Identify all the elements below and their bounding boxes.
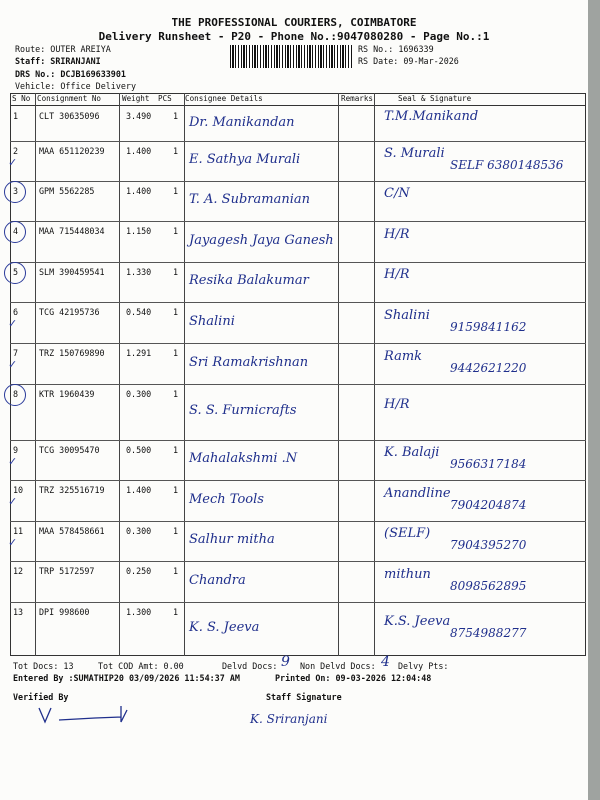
consignment-number: MAA 715448034 [39, 226, 105, 236]
non-delivered-docs-count: 4 [381, 654, 390, 670]
row-pieces: 1 [173, 485, 179, 495]
row-serial-number: 2 [13, 146, 19, 156]
receiver-phone-note: 9159841162 [450, 320, 527, 334]
consignee-name: E. Sathya Murali [189, 152, 301, 167]
col-divider [374, 93, 375, 656]
staff-signature-label: Staff Signature [266, 692, 342, 702]
row-weight: 1.330 [126, 267, 152, 277]
consignee-name: Mahalakshmi .N [189, 451, 298, 466]
consignment-number: DPI 998600 [39, 607, 90, 617]
row-divider [10, 440, 586, 441]
col-consignee: Consignee Details [185, 94, 263, 103]
receiver-phone-note: 9442621220 [450, 361, 527, 375]
row-divider [10, 302, 586, 303]
row-serial-number: 13 [13, 607, 24, 617]
row-weight: 1.300 [126, 607, 152, 617]
consignment-number: SLM 390459541 [39, 267, 105, 277]
row-divider [10, 480, 586, 481]
row-pieces: 1 [173, 348, 179, 358]
receiver-signature: Ramk [384, 349, 423, 364]
printed-on: Printed On: 09-03-2026 12:04:48 [275, 673, 432, 683]
receiver-phone-note: 8754988277 [450, 626, 527, 640]
consignee-name: K. S. Jeeva [189, 620, 260, 635]
row-pieces: 1 [173, 607, 179, 617]
col-remarks: Remarks [341, 94, 374, 103]
delivery-points-label: Delvy Pts: [398, 661, 449, 671]
consignment-number: CLT 30635096 [39, 111, 100, 121]
row-pieces: 1 [173, 307, 179, 317]
row-serial-number: 7 [13, 348, 19, 358]
consignee-name: T. A. Subramanian [189, 192, 310, 207]
row-serial-number: 4 [13, 226, 19, 236]
row-divider [10, 384, 586, 385]
receiver-signature: H/R [384, 267, 410, 282]
row-pieces: 1 [173, 526, 179, 536]
receiver-signature: H/R [384, 397, 410, 412]
runsheet-title: Delivery Runsheet - P20 - Phone No.:9047080280 - Page No.:1 [98, 30, 490, 43]
entered-by: Entered By :SUMATHIP20 03/09/2026 11:54:37 AM [13, 673, 240, 683]
row-divider [10, 521, 586, 522]
row-weight: 3.490 [126, 111, 152, 121]
col-sno: S No [12, 94, 31, 103]
consignment-number: KTR 1960439 [39, 389, 95, 399]
row-serial-number: 10 [13, 485, 24, 495]
row-pieces: 1 [173, 267, 179, 277]
col-divider [119, 93, 120, 656]
consignment-number: MAA 578458661 [39, 526, 105, 536]
row-serial-number: 8 [13, 389, 19, 399]
company-name: THE PROFESSIONAL COURIERS, COIMBATORE [171, 16, 417, 29]
circle-mark-icon [4, 181, 26, 203]
consignee-name: Jayagesh Jaya Ganesh [189, 233, 334, 248]
check-mark-icon: ✓ [8, 495, 18, 508]
circle-mark-icon [4, 384, 26, 406]
row-divider [10, 262, 586, 263]
receiver-phone-note: SELF 6380148536 [450, 158, 564, 172]
receiver-signature: S. Murali [384, 146, 445, 161]
consignment-number: TCG 42195736 [39, 307, 100, 317]
row-divider [10, 181, 586, 182]
consignment-number: TRZ 150769890 [39, 348, 105, 358]
receiver-signature: K.S. Jeeva [384, 614, 451, 629]
row-weight: 1.400 [126, 146, 152, 156]
consignment-number: TCG 30095470 [39, 445, 100, 455]
receiver-signature: K. Balaji [384, 445, 440, 460]
row-weight: 1.400 [126, 186, 152, 196]
verified-by-label: Verified By [13, 692, 69, 702]
non-delivered-docs-label: Non Delvd Docs: [300, 661, 376, 671]
row-divider [10, 141, 586, 142]
row-divider [10, 602, 586, 603]
circle-mark-icon [4, 221, 26, 243]
row-divider [10, 343, 586, 344]
consignee-name: Shalini [189, 314, 235, 329]
row-pieces: 1 [173, 566, 179, 576]
receiver-signature: Shalini [384, 308, 430, 323]
consignee-name: Dr. Manikandan [189, 115, 295, 130]
row-weight: 0.540 [126, 307, 152, 317]
row-pieces: 1 [173, 445, 179, 455]
consignment-number: GPM 5562285 [39, 186, 95, 196]
barcode-image [230, 45, 352, 68]
route-label: Route: OUTER AREIYA [15, 44, 111, 54]
row-weight: 1.400 [126, 485, 152, 495]
row-divider [10, 221, 586, 222]
row-serial-number: 11 [13, 526, 24, 536]
vehicle-label: Vehicle: Office Delivery [15, 81, 137, 91]
total-cod-amount: Tot COD Amt: 0.00 [98, 661, 184, 671]
receiver-signature: C/N [384, 186, 410, 201]
col-weight: Weight [122, 94, 150, 103]
row-weight: 0.500 [126, 445, 152, 455]
check-mark-icon: ✓ [8, 317, 18, 330]
total-docs: Tot Docs: 13 [13, 661, 74, 671]
consignment-number: TRP 5172597 [39, 566, 95, 576]
receiver-signature: T.M.Manikand [384, 109, 479, 124]
check-mark-icon: ✓ [8, 358, 18, 371]
check-mark-icon: ✓ [8, 455, 18, 468]
rs-number: RS No.: 1696339 [358, 44, 434, 54]
receiver-phone-note: 7904204874 [450, 498, 527, 512]
delivered-docs-count: 9 [281, 654, 290, 670]
col-divider [35, 93, 36, 656]
row-serial-number: 5 [13, 267, 19, 277]
receiver-signature: (SELF) [384, 526, 431, 541]
staff-signature-handwriting: K. Sriranjani [250, 712, 328, 726]
row-serial-number: 9 [13, 445, 19, 455]
delivered-docs-label: Delvd Docs: [222, 661, 278, 671]
consignee-name: Mech Tools [189, 492, 264, 507]
col-consignment: Consignment No [37, 94, 102, 103]
row-pieces: 1 [173, 111, 179, 121]
consignee-name: Salhur mitha [189, 532, 275, 547]
drs-number: DRS No.: DCJB169633901 [15, 69, 126, 79]
row-serial-number: 3 [13, 186, 19, 196]
col-seal: Seal & Signature [398, 94, 472, 103]
rs-date: RS Date: 09-Mar-2026 [358, 56, 459, 66]
row-weight: 0.300 [126, 526, 152, 536]
receiver-phone-note: 7904395270 [450, 538, 527, 552]
receiver-phone-note: 9566317184 [450, 457, 527, 471]
consignment-number: TRZ 325516719 [39, 485, 105, 495]
page-edge [588, 0, 600, 800]
consignee-name: Sri Ramakrishnan [189, 355, 309, 370]
row-weight: 0.250 [126, 566, 152, 576]
consignment-number: MAA 651120239 [39, 146, 105, 156]
receiver-signature: Anandline [384, 486, 451, 501]
table-header [10, 93, 586, 106]
row-pieces: 1 [173, 146, 179, 156]
check-mark-icon: ✓ [8, 156, 18, 169]
col-pcs: PCS [158, 94, 172, 103]
row-serial-number: 6 [13, 307, 19, 317]
consignee-name: Chandra [189, 573, 246, 588]
verifier-signature [35, 700, 135, 730]
col-divider [338, 93, 339, 656]
receiver-phone-note: 8098562895 [450, 579, 527, 593]
consignee-name: Resika Balakumar [189, 273, 309, 288]
row-pieces: 1 [173, 226, 179, 236]
receiver-signature: mithun [384, 567, 431, 582]
check-mark-icon: ✓ [8, 536, 18, 549]
row-serial-number: 12 [13, 566, 24, 576]
row-weight: 1.150 [126, 226, 152, 236]
row-weight: 0.300 [126, 389, 152, 399]
row-divider [10, 561, 586, 562]
row-serial-number: 1 [13, 111, 19, 121]
consignee-name: S. S. Furnicrafts [189, 403, 297, 418]
row-pieces: 1 [173, 389, 179, 399]
row-pieces: 1 [173, 186, 179, 196]
receiver-signature: H/R [384, 227, 410, 242]
col-divider [184, 93, 185, 656]
circle-mark-icon [4, 262, 26, 284]
row-weight: 1.291 [126, 348, 152, 358]
staff-label: Staff: SRIRANJANI [15, 56, 101, 66]
